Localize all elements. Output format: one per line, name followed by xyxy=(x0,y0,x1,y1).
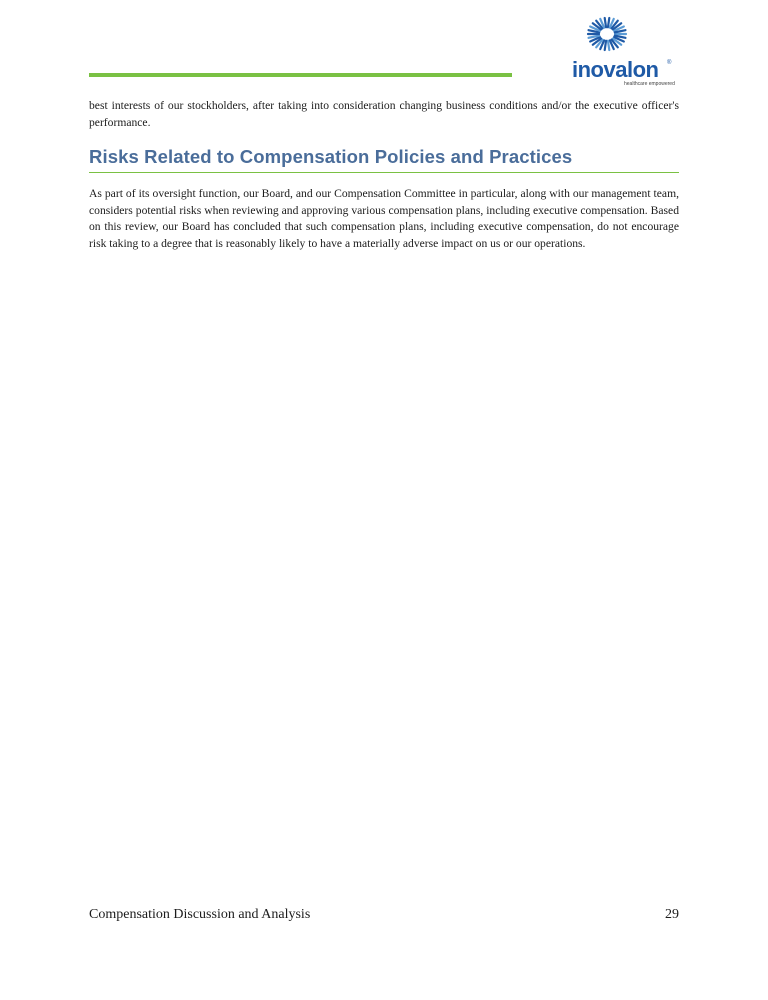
inovalon-logo xyxy=(566,14,678,87)
header-rule xyxy=(89,73,512,77)
logo-wordmark: inovalon xyxy=(572,57,659,82)
logo-burst-ray xyxy=(605,18,606,27)
logo-burst-ray xyxy=(608,18,609,27)
footer-section-name: Compensation Discussion and Analysis xyxy=(89,907,311,922)
logo-tagline: healthcare empowered xyxy=(624,81,675,87)
section-rule xyxy=(89,172,679,173)
logo-burst-ray xyxy=(605,41,606,50)
logo-burst-icon xyxy=(582,14,632,58)
logo-registered-mark: ® xyxy=(667,60,672,66)
page-number: 29 xyxy=(665,907,679,922)
logo-burst-ray xyxy=(608,41,609,50)
risk-paragraph: As part of its oversight function, our Board, and our Compensation Committee in particular, along with our management team, considers potential risks when reviewing and approving various compensation plans, including executive compensation. Based on this review, our Board has concluded that such compensation plans, including executive compensation, do not encourage risk taking to a degree that is reasonably likely to have a materially adverse impact on us or our operations. xyxy=(89,187,679,250)
continuation-paragraph: best interests of our stockholders, after taking into consideration changing business conditions and/or the executive officer's performance. xyxy=(89,99,679,129)
section-title: Risks Related to Compensation Policies and Practices xyxy=(89,146,573,167)
